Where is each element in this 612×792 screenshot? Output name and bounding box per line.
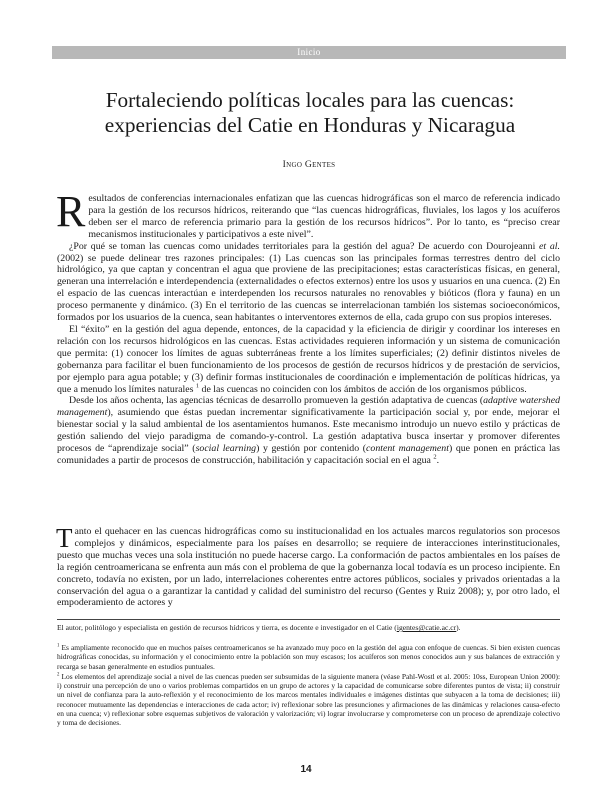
footnote-divider — [57, 619, 560, 620]
paragraph-text: esultados de conferencias internacionales enfatizan que las cuencas hidrográficas son el marco de referencia indicado para la gestión de los recursos hídricos, reiterando que “las cuencas hidrográficas, fluviales, los lagos y los acuíferos deben ser el marco de referencia primario para la gestión de los recursos hídricos”. Por lo tanto, es “preciso crear mecanismos institucionales y participativos a este nivel”. — [88, 193, 560, 240]
author-email-link[interactable]: igentes@catie.ac.cr — [396, 623, 457, 632]
footnote-number: 2 — [57, 672, 60, 678]
footnote-number: 1 — [57, 643, 60, 649]
paragraph-text: anto el quehacer en las cuencas hidrográficas como su institucionalidad en los actuales marcos regulatorios son procesos complejos y dinámicos, especialmente para los países en desarrollo; se requiere de interacciones interinstitucionales, puesto que muchas veces una sola institución no puede hacerse cargo. La conformación de pactos ambientales en los países de la región centroamericana se enfrenta aun más con el problema de que la gobernanza local todavía es un proceso incipiente. En concreto, todavía no existen, por un lado, interrelaciones coherentes entre actores públicos, sociales y privados orientadas a la conservación del agua o a garantizar la cantidad y calidad del suministro del recurso (Gentes y Ruiz 2008); y, por otro lado, el empoderamiento de actores y — [57, 526, 560, 609]
footnote-ref: 1 — [195, 382, 200, 390]
paragraph — [57, 241, 560, 324]
paragraph-text: ) que ponen en práctica las comunidades a partir de procesos de construcción, habilitación y capacitación social en el agua — [57, 443, 560, 466]
footnote-text: Los elementos del aprendizaje social a nivel de las cuencas pueden ser subsumidas de la siguiente manera (véase Pahl-Wostl et al. 2005: 10ss, European Union 2000): i) construir una percepción de uno o varios problemas compartidos en un grupo de actores y la capacidad de comunicarse sobre diferentes puntos de vista; ii) construir un nivel de confianza para la auto-reflexión y el reconocimiento de los marcos mentales individuales e imágenes distintas que subyacen a la toma de decisiones; iii) reconocer mutuamente las dependencias e interacciones de cada actor; iv) reflexionar sobre las presunciones y afirmaciones de las dinámicas y relaciones causa-efecto en una cuenca; v) reflexionar sobre esquemas subjetivos de valoración y valorización; vi) lograr involucrarse y comprometerse con un proceso de aprendizaje colectivo y toma de decisiones. — [57, 671, 561, 728]
paragraph — [56, 523, 560, 609]
emphasis: content management — [366, 443, 449, 455]
article-body-section-2 — [56, 523, 560, 609]
footnote — [57, 643, 560, 671]
paragraph-text: (2002) se puede delinear tres razones principales: (1) Las cuencas son las principales formas terrestres dentro del ciclo hidrológico, ya que captan y concentran el agua que proviene de las precipitaciones; estas características físicas, en general, generan una interrelación e interdependencia (externalidades o efectos externos) entre los usos y usuarios en una cuenca. (2) En el espacio de las cuencas interactúan e interdependen los recursos naturales no renovables y bióticos (flora y fauna) en un proceso permanente y dinámico. (3) En el territorio de las cuencas se interrelacionan también los sistemas socioeconómicos, formados por los usuarios de la cuenca, sean habitantes o interventores externos de ella, cada grupo con sus propios intereses. — [57, 252, 560, 324]
emphasis: social learning — [195, 443, 257, 455]
article-title-line-1: Fortaleciendo políticas locales para las cuencas: — [105, 88, 515, 112]
article-body-section-1 — [56, 187, 560, 467]
article-title-line-2: experiencias del Catie en Honduras y Nicaragua — [104, 113, 516, 137]
paragraph — [56, 187, 560, 241]
paragraph-text: ), asumiendo que éstas puedan incrementar significativamente la participación social y, por ende, mejorar el bienestar social y la salud ambiental de los asentamientos humanos. Este mecanismo introdujo un nuevo estilo y prácticas de gestión saliendo del viejo paradigma de comando-y-control. La gestión adaptativa busca insertar y promover diferentes procesos de “aprendizaje social” ( — [57, 407, 560, 455]
drop-cap: R — [56, 187, 86, 236]
paragraph-text: ¿Por qué se toman las cuencas como unidades territoriales para la gestión del agua? De acuerdo con Dourojeanni — [69, 240, 540, 252]
drop-cap: T — [56, 523, 73, 553]
affiliation-text: El autor, politólogo y especialista en gestión de recursos hídricos y tierra, es docente e investigador en el Catie ( — [57, 623, 397, 632]
footnote-text: Es ampliamente reconocido que en muchos países centroamericanos se ha avanzado muy poco en la gestión del agua con enfoque de cuencas. Si bien existen cuencas hidrográficas conocidas, su información y el conocimiento entre la población son muy escasos; los acuíferos son menos conocidos aun y sus balances de extracción y recarga se basan generalmente en estudios puntuales. — [57, 643, 560, 671]
footnote-ref: 2 — [433, 453, 437, 461]
emphasis: et al. — [539, 240, 560, 252]
section-header-label: Inicio — [297, 47, 321, 57]
paragraph-text: . — [436, 454, 440, 466]
paragraph-text: ) y gestión por contenido ( — [256, 443, 367, 455]
footnotes — [57, 643, 560, 728]
paragraph — [57, 324, 560, 395]
affiliation-text: ). — [456, 623, 461, 632]
paragraph-text: El “éxito” en la gestión del agua depende, entonces, de la capacidad y la eficiencia de dirigir y coordinar los intereses en relación con los recursos hidrológicos en las cuencas. Estas actividades requieren información y un sistema de comunicación que permita: (1) conocer los límites de aguas subterráneas frente a los límites superficiales; (2) definir distintos niveles de gobernanza para facilitar el buen funcionamiento de los procesos de gestión de recursos hídricos y de prestación de servicios, por ejemplo para agua potable; y (3) definir formas institucionales de coordinación e implementación de políticas hídricas, ya que a menudo los límites naturales — [57, 323, 560, 395]
paragraph-text: de las cuencas no coinciden con los ámbitos de acción de los organismos públicos. — [199, 383, 527, 395]
paragraph-text: Desde los años ochenta, las agencias técnicas de desarrollo promueven la gestión adaptativa de cuencas ( — [69, 395, 484, 407]
author-affiliation — [57, 623, 560, 633]
section-header-bar — [52, 46, 566, 59]
article-title — [60, 88, 560, 138]
footnote — [57, 672, 560, 728]
paragraph — [57, 395, 560, 466]
page-number: 14 — [300, 764, 312, 775]
emphasis: adaptive watershed management — [57, 395, 560, 419]
article-author: Ingo Gentes — [282, 159, 336, 170]
